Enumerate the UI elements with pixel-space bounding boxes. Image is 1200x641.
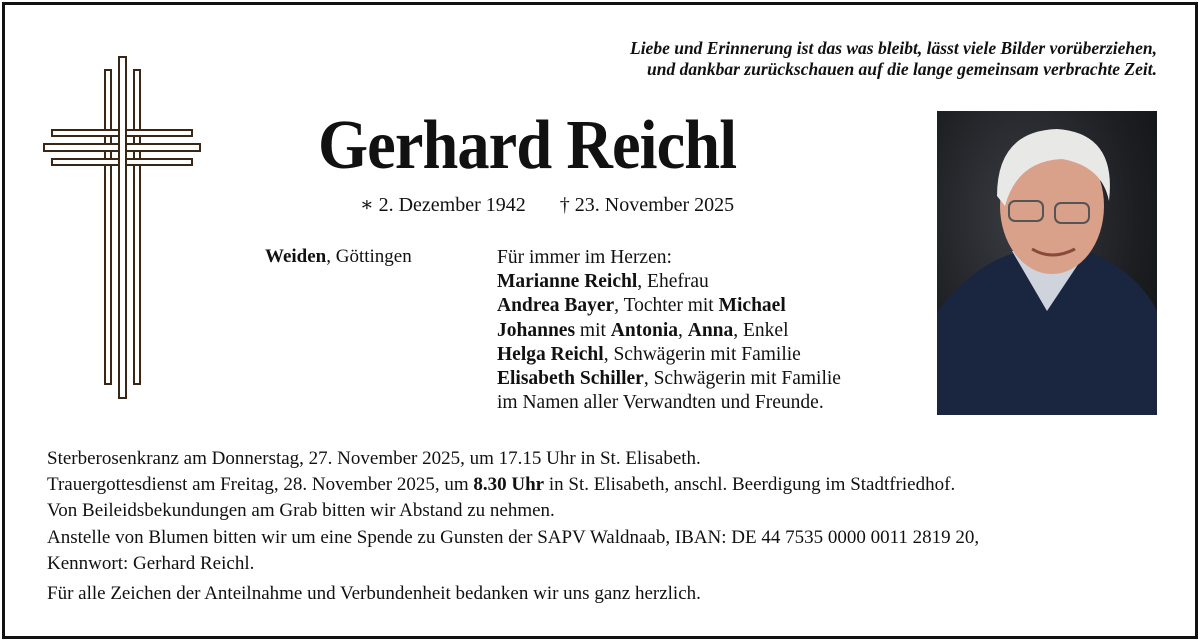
funeral-service-notice: Trauergottesdienst am Freitag, 28. November 2025, um 8.30 Uhr in St. Elisabeth, anschl. Beerdigung im Stadtfriedhof. — [47, 474, 956, 496]
life-dates — [360, 192, 734, 217]
mourner-line: Johannes mit Antonia, Anna, Enkel — [497, 319, 789, 341]
cross-icon — [40, 52, 206, 404]
place-rest: , Göttingen — [326, 246, 412, 267]
mourner-line: Elisabeth Schiller, Schwägerin mit Familie — [497, 368, 841, 390]
donation-notice: Anstelle von Blumen bitten wir um eine Spende zu Gunsten der SAPV Waldnaab, IBAN: DE 44 7535 0000 0011 2819 20, — [47, 526, 980, 548]
donation-keyword: Kennwort: Gerhard Reichl. — [47, 552, 255, 574]
condolence-notice: Von Beileidsbekundungen am Grab bitten wir Abstand zu nehmen. — [47, 500, 555, 522]
mourners-intro: Für immer im Herzen: — [497, 247, 672, 268]
mourner-line: Marianne Reichl, Ehefrau — [497, 271, 709, 293]
portrait-photo — [937, 111, 1157, 415]
place-main: Weiden — [265, 246, 327, 267]
service-information — [47, 446, 979, 607]
motto-line: und dankbar zurückschauen auf die lange gemeinsam verbrachte Zeit. — [647, 59, 1157, 79]
motto-quote — [630, 38, 1157, 80]
mourner-line: Andrea Bayer, Tochter mit Michael — [497, 295, 786, 317]
thanks-notice: Für alle Zeichen der Anteilnahme und Verbundenheit bedanken wir uns ganz herzlich. — [47, 582, 701, 604]
deceased-name: Gerhard Reichl — [318, 107, 737, 184]
death-date: † 23. November 2025 — [559, 194, 735, 216]
motto-line: Liebe und Erinnerung ist das was bleibt, lässt viele Bilder vorüberziehen, — [630, 38, 1157, 58]
mourner-line: Helga Reichl, Schwägerin mit Familie — [497, 343, 801, 365]
birth-date: ∗ 2. Dezember 1942 — [360, 194, 526, 216]
rosary-notice: Sterberosenkranz am Donnerstag, 27. November 2025, um 17.15 Uhr in St. Elisabeth. — [47, 448, 701, 469]
place — [265, 246, 412, 268]
mourners-list — [497, 246, 841, 415]
mourners-closing: im Namen aller Verwandten und Freunde. — [497, 392, 824, 414]
